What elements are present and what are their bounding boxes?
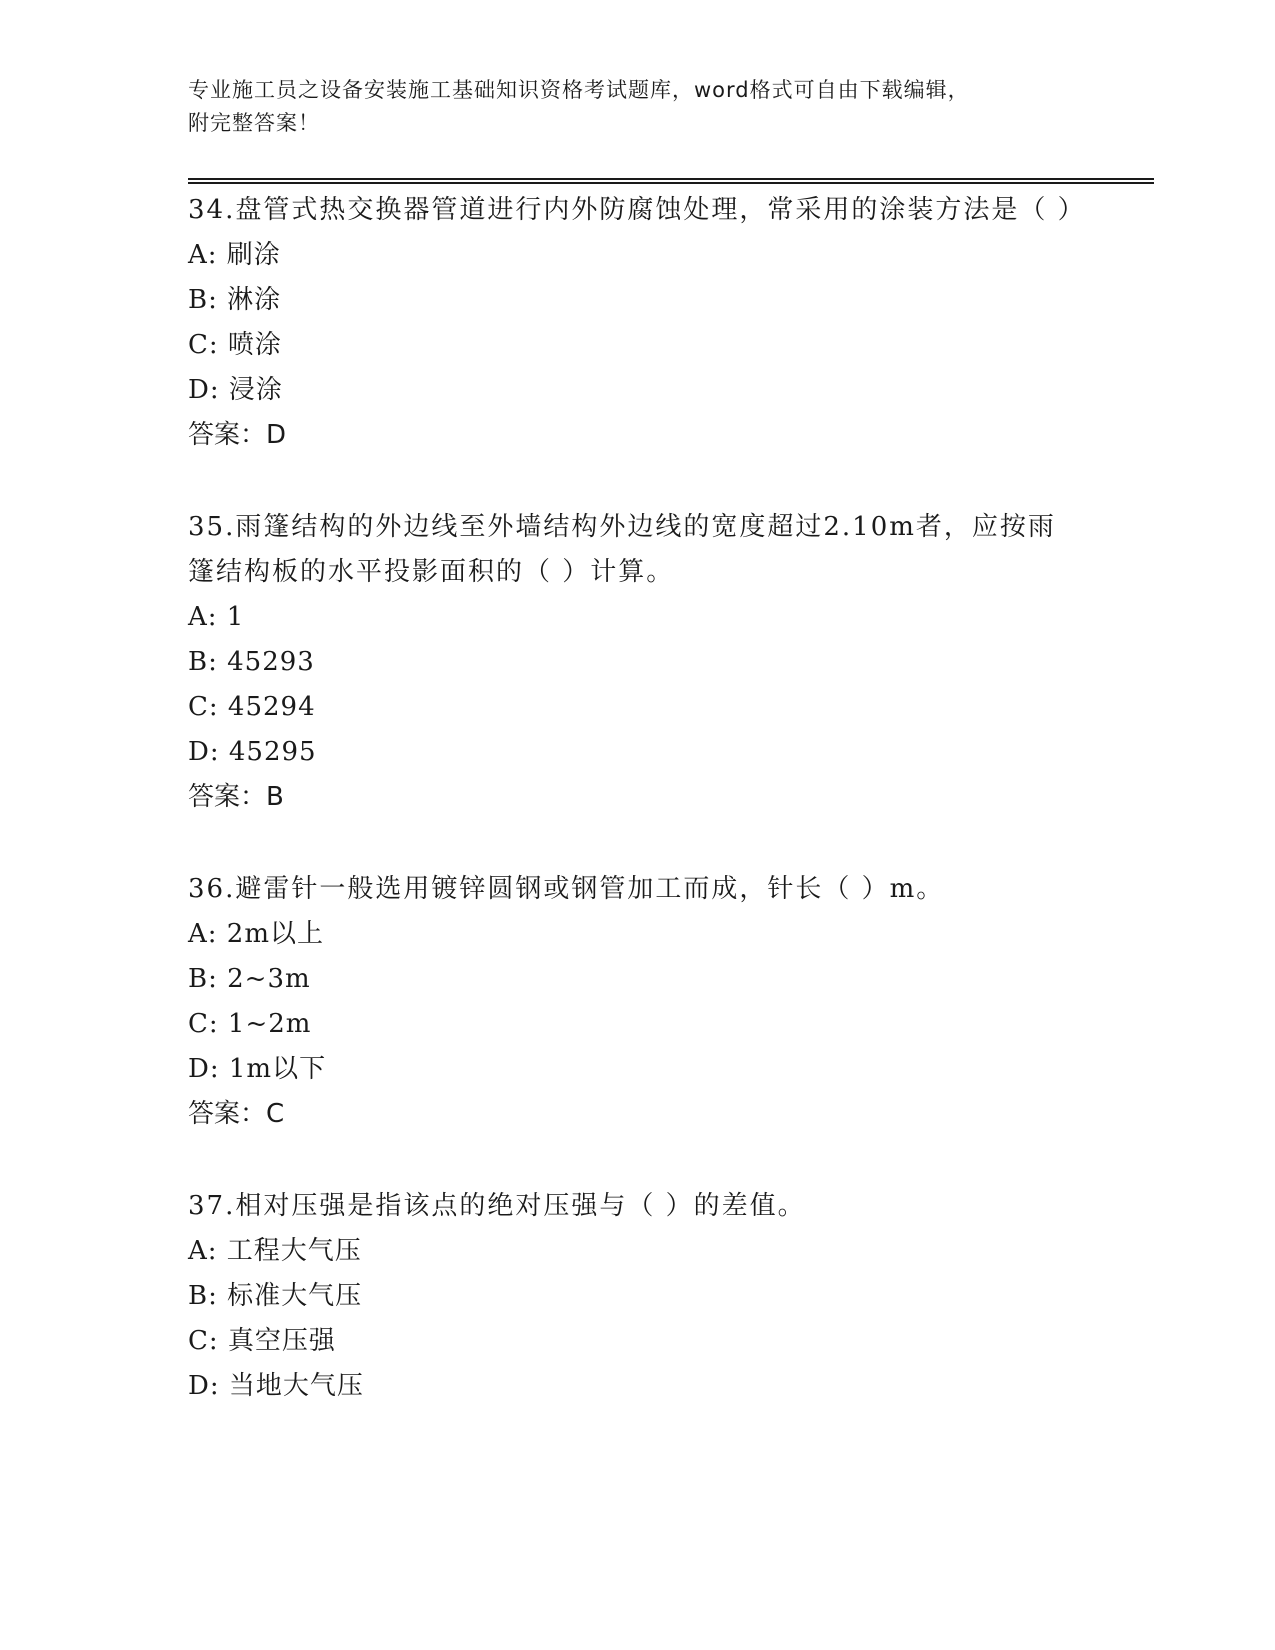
option-a: A: 刷涂 [188, 240, 281, 270]
option-d: D: 浸涂 [188, 375, 283, 405]
question-stem: 34.盘管式热交换器管道进行内外防腐蚀处理，常采用的涂装方法是（ ） [188, 195, 1086, 225]
option-a: A: 1 [188, 602, 245, 632]
question-35 [188, 505, 1088, 820]
document-header [188, 74, 1088, 140]
option-b: B: 2~3m [188, 964, 311, 994]
spacer [188, 1137, 1088, 1184]
question-34 [188, 188, 1088, 458]
spacer [188, 820, 1088, 867]
question-36 [188, 867, 1088, 1137]
answer-line: 答案：D [188, 420, 287, 450]
option-b: B: 淋涂 [188, 285, 282, 315]
option-d: D: 1m以下 [188, 1054, 327, 1084]
header-divider-top [188, 178, 1154, 180]
question-stem: 36.避雷针一般选用镀锌圆钢或钢管加工而成，针长（ ）m。 [188, 874, 945, 904]
answer-line: 答案：B [188, 782, 284, 812]
answer-line: 答案：C [188, 1099, 285, 1129]
option-a: A: 2m以上 [188, 919, 324, 949]
question-list [188, 188, 1088, 1409]
option-c: C: 45294 [188, 692, 316, 722]
spacer [188, 458, 1088, 505]
option-d: D: 当地大气压 [188, 1371, 364, 1401]
header-line-1: 专业施工员之设备安装施工基础知识资格考试题库，word格式可自由下载编辑， [188, 78, 970, 102]
option-a: A: 工程大气压 [188, 1236, 362, 1266]
option-b: B: 45293 [188, 647, 315, 677]
header-divider-bottom [188, 182, 1154, 184]
option-c: C: 1~2m [188, 1009, 312, 1039]
option-c: C: 喷涂 [188, 330, 282, 360]
option-d: D: 45295 [188, 737, 317, 767]
question-stem: 35.雨篷结构的外边线至外墙结构外边线的宽度超过2.10m者，应按雨篷结构板的水平投影面积的（ ）计算。 [188, 512, 1056, 587]
question-stem: 37.相对压强是指该点的绝对压强与（ ）的差值。 [188, 1191, 806, 1221]
option-c: C: 真空压强 [188, 1326, 336, 1356]
option-b: B: 标准大气压 [188, 1281, 363, 1311]
question-37 [188, 1184, 1088, 1409]
header-line-2: 附完整答案！ [188, 111, 320, 135]
